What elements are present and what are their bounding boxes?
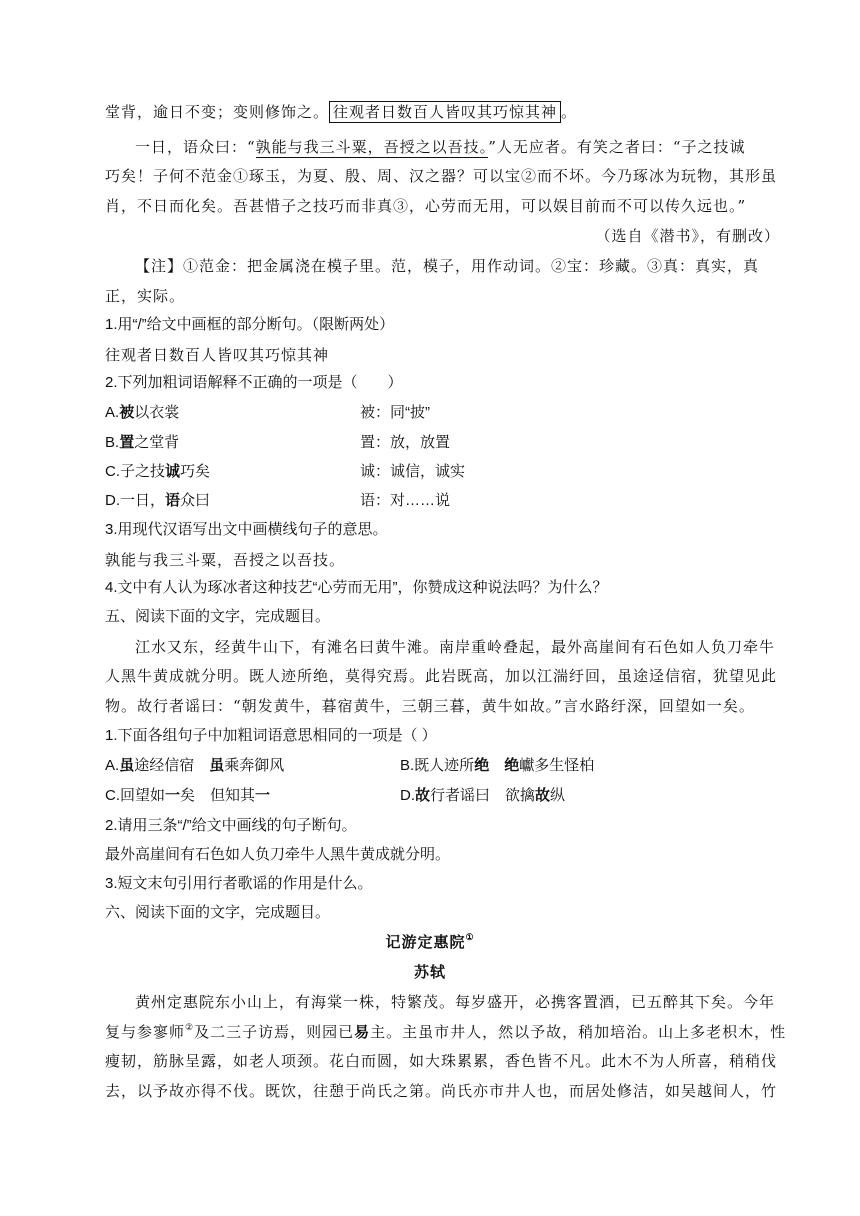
option-text: 巘多生怪柏 bbox=[519, 757, 595, 774]
section-5-line-1: 江水又东，经黄牛山下，有滩名曰黄牛滩。南岸重岭叠起，最外高崖间有石色如人负刀牵牛 bbox=[135, 638, 776, 656]
passage-line-1 bbox=[105, 102, 785, 122]
text-span: 。 bbox=[561, 103, 578, 121]
q4-1-text: 往观者日数百人皆叹其巧惊其神 bbox=[105, 346, 330, 364]
q5-1: 1.下面各组句子中加粗词语意思相同的一项是（ ） bbox=[105, 727, 437, 744]
text-span: 主。主虽市井人，然以予故，稍加培治。山上多老枳木，性 bbox=[370, 1023, 787, 1041]
passage-line-3: 巧矣！子何不范金①琢玉，为夏、殷、周、汉之器？可以宝②而不坏。今乃琢冰为玩物，其形虽 bbox=[105, 167, 778, 185]
essay-title bbox=[0, 932, 860, 952]
option-text bbox=[489, 757, 504, 774]
q5-1-row-1 bbox=[105, 756, 785, 776]
source-citation: （选自《潜书》，有删改） bbox=[595, 227, 780, 245]
text-span: 一日，语众曰：“ bbox=[135, 138, 256, 156]
q5-option-c bbox=[105, 787, 270, 804]
option-gloss: 置：放，放置 bbox=[360, 434, 451, 451]
option-gloss: 被：同“披” bbox=[360, 404, 430, 421]
q5-2: 2.请用三条“/”给文中画线的句子断句。 bbox=[105, 817, 357, 834]
q4-2: 2.下列加粗词语解释不正确的一项是（ ） bbox=[105, 374, 403, 391]
bold-word: 绝 bbox=[504, 757, 520, 774]
bold-word: 虽 bbox=[119, 757, 135, 774]
bold-word: 一 bbox=[165, 787, 181, 804]
section-5-heading: 五、阅读下面的文字，完成题目。 bbox=[105, 608, 331, 625]
essay-line-4: 去，以予故亦得不伐。既饮，往憩于尚氏之第。尚氏亦市井人也，而居处修洁，如吴越间人，竹 bbox=[105, 1082, 778, 1100]
bold-word: 绝 bbox=[474, 757, 490, 774]
note-line-2: 正，实际。 bbox=[105, 287, 186, 305]
q4-2-option-b bbox=[105, 433, 785, 453]
option-text: 巧矣 bbox=[180, 463, 211, 480]
bold-word: 易 bbox=[354, 1023, 371, 1041]
essay-line-2 bbox=[105, 1022, 785, 1042]
q4-3-text: 孰能与我三斗粟，吾授之以吾技。 bbox=[105, 551, 346, 569]
option-text: A. bbox=[105, 404, 120, 421]
bold-word: 被 bbox=[119, 404, 135, 421]
q5-1-row-2 bbox=[105, 786, 785, 806]
option-text: 众曰 bbox=[180, 492, 211, 509]
title-text: 记游定惠院 bbox=[385, 933, 466, 951]
bold-word: 一 bbox=[255, 787, 271, 804]
q4-4: 4.文中有人认为琢冰者这种技艺“心劳而无用”，你赞成这种说法吗？为什么？ bbox=[105, 579, 608, 596]
section-5-line-2: 人黑牛黄成就分明。既人迹所绝，莫得究焉。此岩既高，加以江湍纡回，虽途迳信宿，犹望见此 bbox=[105, 667, 778, 685]
essay-line-1: 黄州定惠院东小山上，有海棠一株，特繁茂。每岁盛开，必携客置酒，已五醉其下矣。今年 bbox=[135, 993, 776, 1011]
option-text: 纵 bbox=[550, 787, 566, 804]
text-span: 复与参寥师 bbox=[105, 1023, 186, 1041]
option-text: 矣 但知其 bbox=[180, 787, 256, 804]
q4-3: 3.用现代汉语写出文中画横线句子的意思。 bbox=[105, 521, 388, 538]
title-footnote-mark: ① bbox=[465, 933, 475, 943]
bold-word: 诚 bbox=[165, 463, 181, 480]
footnote-mark: ② bbox=[185, 1023, 195, 1033]
option-text: 之堂背 bbox=[134, 434, 180, 451]
option-text: B.既人迹所 bbox=[400, 757, 475, 774]
q5-option-d bbox=[400, 786, 565, 806]
bold-word: 故 bbox=[535, 787, 551, 804]
note-line-1: 【注】①范金：把金属浇在模子里。范，模子，用作动词。②宝：珍藏。③真：真实，真 bbox=[135, 257, 760, 275]
section-5-line-3: 物。故行者谣曰：“朝发黄牛，暮宿黄牛，三朝三暮，黄牛如故。”言水路纡深，回望如一矣。 bbox=[105, 697, 755, 715]
option-text: D. bbox=[400, 787, 415, 804]
option-text: B. bbox=[105, 434, 120, 451]
option-text: C.子之技 bbox=[105, 463, 166, 480]
boxed-sentence: 往观者日数百人皆叹其巧惊其神 bbox=[329, 101, 561, 123]
section-6-heading: 六、阅读下面的文字，完成题目。 bbox=[105, 904, 331, 921]
q4-2-option-a bbox=[105, 403, 785, 423]
bold-word: 置 bbox=[119, 434, 135, 451]
q4-1: 1.用“/”给文中画框的部分断句。（限断两处） bbox=[105, 316, 395, 333]
text-span: 堂背，逾日不变；变则修饰之。 bbox=[105, 103, 330, 121]
option-gloss: 诚：诚信，诚实 bbox=[360, 463, 466, 480]
option-text: 乘奔御风 bbox=[224, 757, 285, 774]
q4-2-option-c bbox=[105, 462, 785, 482]
q5-2-text: 最外高崖间有石色如人负刀牵牛人黑牛黄成就分明。 bbox=[105, 846, 451, 863]
q5-option-b bbox=[400, 756, 594, 776]
option-text: 行者谣曰 欲擒 bbox=[430, 787, 536, 804]
option-text: 以衣裳 bbox=[134, 404, 180, 421]
option-gloss: 语：对……说 bbox=[360, 492, 451, 509]
essay-line-3: 瘦韧，筋脉呈露，如老人项颈。花白而圆，如大珠累累，香色皆不凡。此木不为人所喜，稍稍伐 bbox=[105, 1052, 778, 1070]
text-span: 及二三子访焉，则园已 bbox=[194, 1023, 355, 1041]
option-text: 途经信宿 bbox=[134, 757, 210, 774]
bold-word: 故 bbox=[415, 787, 431, 804]
bold-word: 虽 bbox=[209, 757, 225, 774]
passage-line-2 bbox=[135, 137, 785, 157]
bold-word: 语 bbox=[165, 492, 181, 509]
essay-author: 苏轼 bbox=[413, 963, 446, 981]
option-text: D.一日， bbox=[105, 492, 166, 509]
q4-2-option-d bbox=[105, 491, 785, 511]
option-text: A. bbox=[105, 757, 120, 774]
passage-line-4: 肖，不日而化矣。吾甚惜子之技巧而非真③，心劳而无用，可以娱目前而不可以传久远也。” bbox=[105, 197, 747, 215]
option-text: C.回望如 bbox=[105, 787, 166, 804]
q5-option-a bbox=[105, 757, 284, 774]
text-span: ”人无应者。有笑之者曰：“子之技诚 bbox=[488, 138, 746, 156]
q5-3: 3.短文末句引用行者歌谣的作用是什么。 bbox=[105, 875, 373, 892]
underlined-sentence: 孰能与我三斗粟，吾授之以吾技。 bbox=[255, 138, 489, 156]
